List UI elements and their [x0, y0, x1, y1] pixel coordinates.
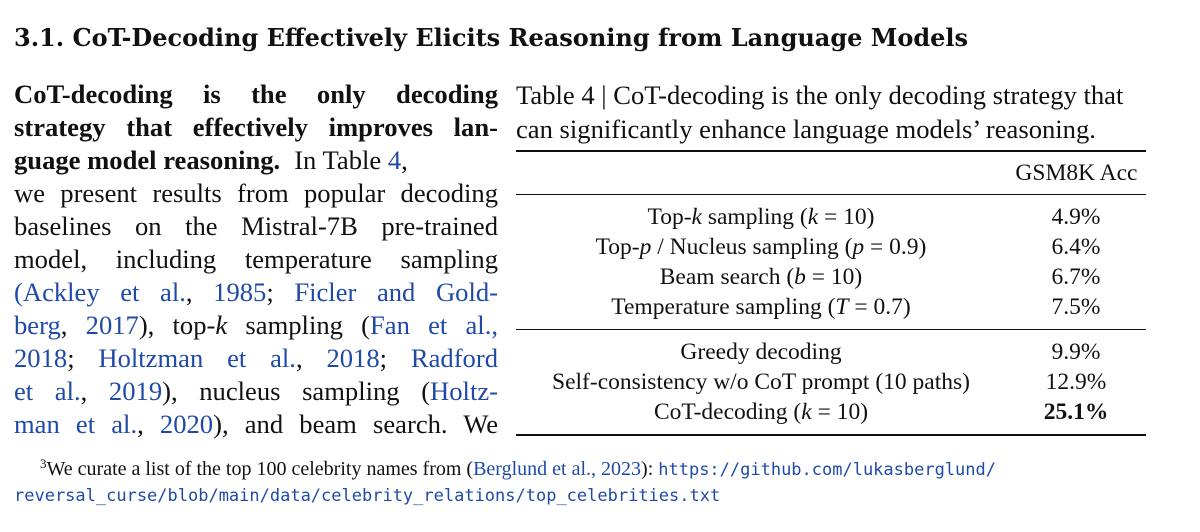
footnote-url-link[interactable]: reversal_curse/blob/main/data/celebrity_relations/top_celebrities.txt	[14, 486, 721, 506]
separator: ,	[80, 376, 109, 406]
citation-link[interactable]: Ackley et al.	[22, 277, 186, 307]
accuracy-cell: 6.4%	[1051, 233, 1101, 260]
table-row	[516, 367, 1146, 397]
citation-link[interactable]: Holtz-	[430, 376, 498, 406]
paragraph-bold-lead: guage model reasoning.	[14, 145, 281, 175]
column-header-gsm8k: GSM8K Acc	[1015, 159, 1138, 186]
paragraph-line: model, including temperature sampling	[14, 244, 498, 274]
citation-link[interactable]: man et al.	[14, 409, 138, 439]
table-caption	[516, 78, 1176, 146]
footnote	[14, 456, 1188, 508]
paragraph-text: sampling (	[227, 310, 370, 340]
table-bottom-rule	[516, 434, 1146, 436]
caption-line: can significantly enhance language models’ reasoning.	[516, 114, 1096, 144]
paragraph-line: baselines on the Mistral-7B pre-trained	[14, 211, 498, 241]
method-cell: Beam search (b = 10)	[659, 263, 863, 290]
method-cell: Temperature sampling (T = 0.7)	[611, 293, 911, 320]
separator: ,	[185, 277, 214, 307]
accuracy-cell: 25.1%	[1043, 398, 1109, 425]
footnote-text: We curate a list of the top 100 celebrity names from (	[46, 458, 474, 480]
method-cell: Top-p / Nucleus sampling (p = 0.9)	[595, 233, 927, 260]
footnote-citation-link[interactable]: Berglund et al., 2023	[473, 458, 642, 480]
method-cell: Top-k sampling (k = 10)	[647, 203, 875, 230]
paragraph-line	[14, 408, 498, 441]
paragraph-text: ), top-	[138, 310, 216, 340]
method-cell: CoT-decoding (k = 10)	[653, 398, 869, 425]
paragraph-text: ), and beam search. We	[213, 409, 498, 439]
citation-link[interactable]: Holtzman et al.	[98, 343, 296, 373]
paragraph-text: ,	[401, 145, 408, 175]
paragraph-text: In Table	[294, 145, 382, 175]
table-reference-link[interactable]: 4	[387, 145, 402, 175]
paragraph-line	[14, 144, 498, 177]
footnote-line	[14, 482, 1188, 508]
section-heading: 3.1. CoT-Decoding Effectively Elicits Reasoning from Language Models	[14, 23, 969, 52]
separator: ;	[379, 343, 411, 373]
accuracy-cell: 4.9%	[1051, 203, 1101, 230]
body-paragraph	[14, 78, 498, 441]
citation-link[interactable]: Fan et al.,	[370, 310, 498, 340]
results-table	[516, 150, 1146, 436]
paragraph-line	[14, 309, 498, 342]
table-row	[516, 292, 1146, 322]
citation-link[interactable]: Ficler and Gold-	[294, 277, 498, 307]
citation-link[interactable]: et al.	[14, 376, 81, 406]
table-row	[516, 337, 1146, 367]
table-group-sampling-baselines	[516, 202, 1146, 322]
paragraph-line	[14, 342, 498, 375]
accuracy-cell: 6.7%	[1051, 263, 1101, 290]
table-row	[516, 202, 1146, 232]
accuracy-cell: 9.9%	[1051, 338, 1101, 365]
citation-year-link[interactable]: 2019	[108, 376, 163, 406]
footnote-url-link[interactable]: https://github.com/lukasberglund/	[658, 460, 997, 480]
table-row	[516, 397, 1146, 427]
footnote-text: ):	[641, 458, 659, 480]
table-header-row	[516, 152, 1146, 194]
accuracy-cell: 12.9%	[1045, 368, 1107, 395]
accuracy-cell: 7.5%	[1051, 293, 1101, 320]
method-cell: Greedy decoding	[680, 338, 842, 365]
citation-year-link[interactable]: 2018	[14, 343, 68, 373]
paragraph-line	[14, 276, 498, 309]
separator: ,	[60, 310, 86, 340]
citation-year-link[interactable]: 2018	[326, 343, 380, 373]
citation-year-link[interactable]: 2020	[159, 409, 214, 439]
citation-year-link[interactable]: 2017	[85, 310, 139, 340]
caption-line: Table 4 | CoT-decoding is the only decoding strategy that	[516, 80, 1124, 110]
citation-year-link[interactable]: 1985	[213, 277, 267, 307]
table-group-decoding	[516, 337, 1146, 427]
citation-link[interactable]: Radford	[410, 343, 498, 373]
paragraph-line	[14, 375, 498, 408]
footnote-marker: 3	[40, 456, 47, 471]
separator: ;	[266, 277, 295, 307]
math-variable: k	[215, 310, 228, 340]
citation-link[interactable]: berg	[14, 310, 61, 340]
paragraph-line: CoT-decoding is the only decoding	[14, 79, 498, 109]
table-row	[516, 262, 1146, 292]
separator: ;	[67, 343, 99, 373]
paren: (	[14, 277, 23, 307]
table-row	[516, 232, 1146, 262]
paragraph-line: strategy that effectively improves lan-	[14, 112, 498, 142]
separator: ,	[295, 343, 327, 373]
footnote-line	[14, 456, 1188, 482]
paragraph-text: ), nucleus sampling (	[162, 376, 431, 406]
method-cell: Self-consistency w/o CoT prompt (10 paths)	[552, 368, 970, 395]
paragraph-line: we present results from popular decoding	[14, 178, 498, 208]
separator: ,	[137, 409, 160, 439]
